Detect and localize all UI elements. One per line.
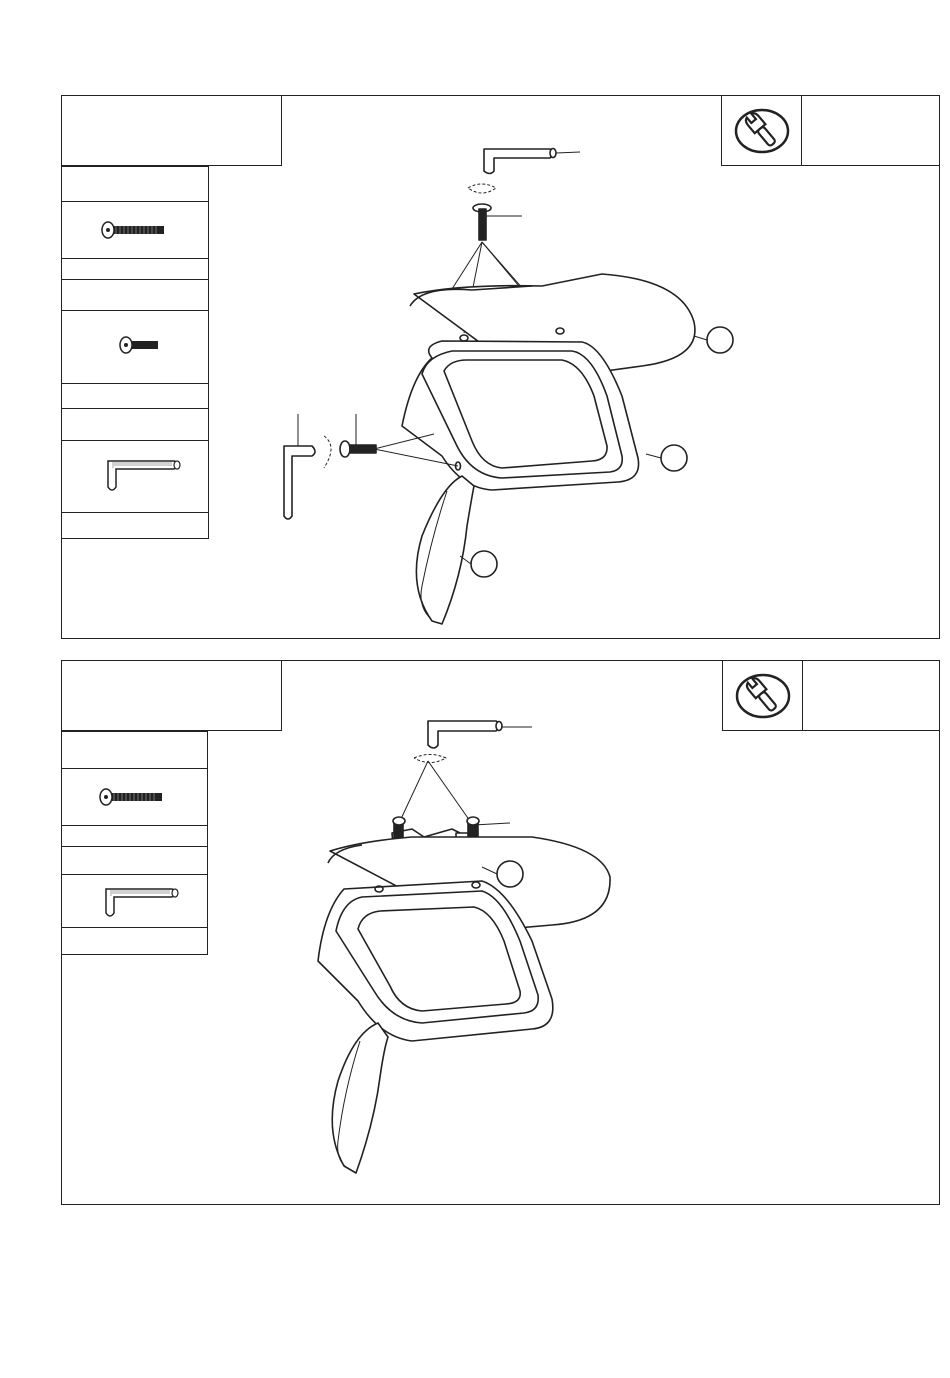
assembly-step-2 xyxy=(61,660,940,1205)
step-2-illustration xyxy=(62,661,938,1203)
assembly-step-1 xyxy=(61,95,940,639)
step-1-illustration xyxy=(62,96,938,637)
